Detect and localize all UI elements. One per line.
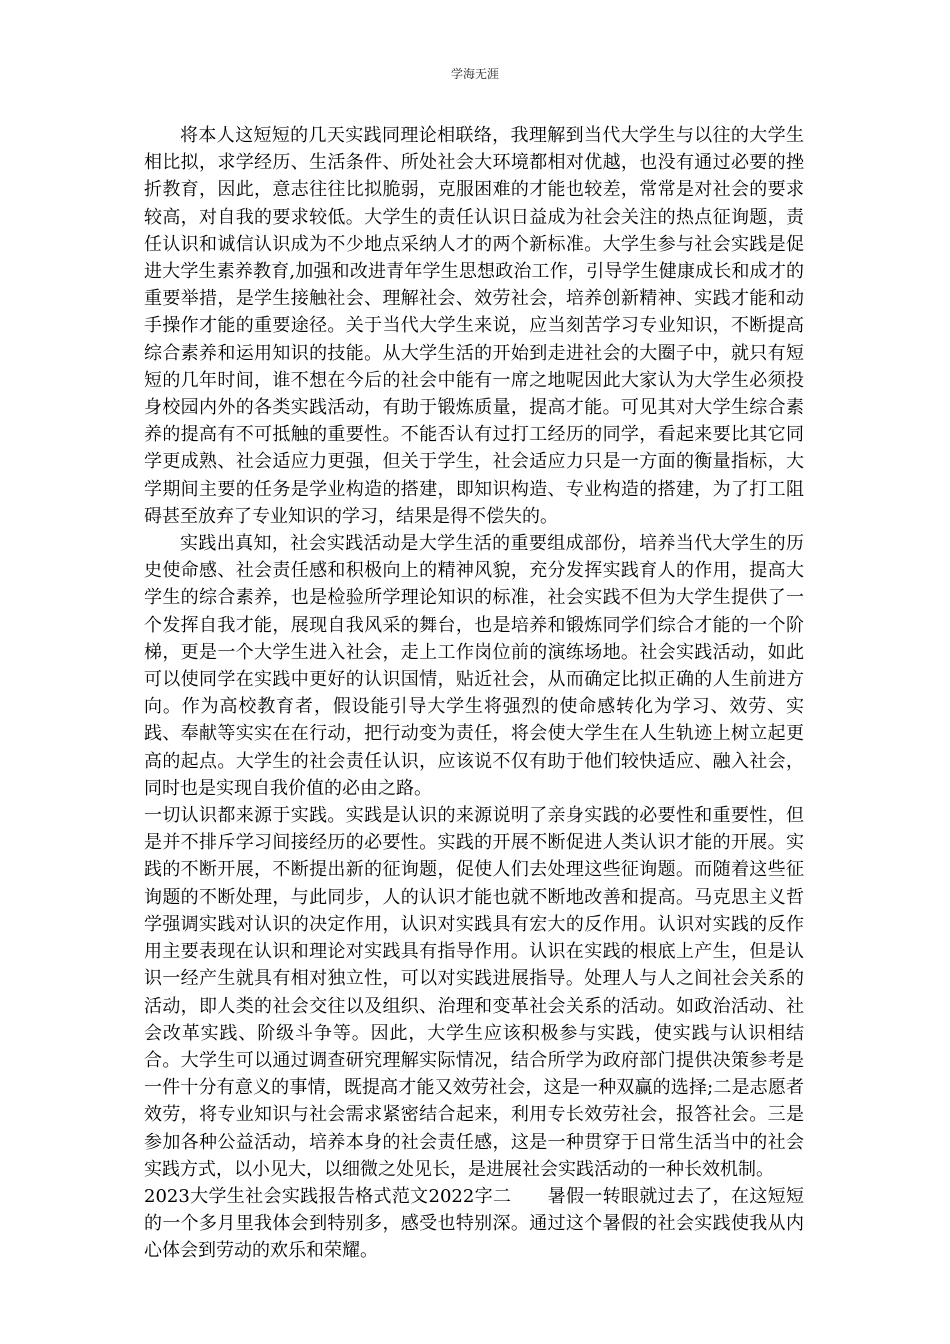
section-title: 2023大学生社会实践报告格式范文2022字二 [144,1185,512,1207]
paragraph-2: 实践出真知，社会实践活动是大学生活的重要组成部份，培养当代大学生的历史使命感、社会责任感和积极向上的精神风貌，充分发挥实践育人的作用，提高大学生的综合素养，也是检验所学理论知识的标准，社会实践不但为大学生提供了一个发挥自我才能，展现自我风采的舞台，也是培养和锻炼同学们综合才能的一个阶梯，更是一个大学生进入社会，走上工作岗位前的演练场地。社会实践活动，如此可以使同学在实践中更好的认识国情，贴近社会，从而确定比拟正确的人生前进方向。作为高校教育者，假设能引导大学生将强烈的使命感转化为学习、效劳、实践、奉献等实实在在行动，把行动变为责任，将会使大学生在人生轨迹上树立起更高的起点。大学生的社会责任认识，应该说不仅有助于他们较快适应、融入社会，同时也是实现自我价值的必由之路。 [144,533,804,799]
paragraph-3: 一切认识都来源于实践。实践是认识的来源说明了亲身实践的必要性和重要性，但是并不排斥学习间接经历的必要性。实践的开展不断促进人类认识才能的开展。实践的不断开展，不断提出新的征询题，促使人们去处理这些征询题。而随着这些征询题的不断处理，与此同步，人的认识才能也就不断地改善和提高。马克思主义哲学强调实践对认识的决定作用，认识对实践具有宏大的反作用。认识对实践的反作用主要表现在认识和理论对实践具有指导作用。认识在实践的根底上产生，但是认识一经产生就具有相对独立性，可以对实践进展指导。处理人与人之间社会关系的活动，即人类的社会交往以及组织、治理和变革社会关系的活动。如政治活动、社会改革实践、阶级斗争等。因此，大学生应该积极参与实践，使实践与认识相结合。大学生可以通过调查研究理解实际情况，结合所学为政府部门提供决策参考是一件十分有意义的事情，既提高才能又效劳社会，这是一种双赢的选择;二是志愿者效劳，将专业知识与社会需求紧密结合起来，利用专长效劳社会，报答社会。三是参加各种公益活动，培养本身的社会责任感，这是一种贯穿于日常生活当中的社会实践方式，以小见大，以细微之处见长，是进展社会实践活动的一种长效机制。 [144,805,804,1180]
section-text: 暑假一转眼就过去了，在这短短的一个多月里我体会到特别多，感受也特别深。通过这个暑假的社会实践使我从内心体会到劳动的欢乐和荣耀。 [144,1185,804,1262]
page-header: 学海无涯 [450,67,499,81]
document-body [144,122,804,1265]
paragraph-4 [144,1183,804,1265]
paragraph-1: 将本人这短短的几天实践同理论相联络，我理解到当代大学生与以往的大学生相比拟，求学经历、生活条件、所处社会大环境都相对优越，也没有通过必要的挫折教育，因此，意志往往比拟脆弱，克服困难的才能也较差，常常是对社会的要求较高，对自我的要求较低。大学生的责任认识日益成为社会关注的热点征询题，责任认识和诚信认识成为不少地点采纳人才的两个新标准。大学生参与社会实践是促进大学生素养教育,加强和改进青年学生思想政治工作，引导学生健康成长和成才的重要举措，是学生接触社会、理解社会、效劳社会，培养创新精神、实践才能和动手操作才能的重要途径。关于当代大学生来说，应当刻苦学习专业知识，不断提高综合素养和运用知识的技能。从大学生活的开始到走进社会的大圈子中，就只有短短的几年时间，谁不想在今后的社会中能有一席之地呢因此大家认为大学生必须投身校园内外的各类实践活动，有助于锻炼质量，提高才能。可见其对大学生综合素养的提高有不可抵触的重要性。不能否认有过打工经历的同学，看起来要比其它同学更成熟、社会适应力更强，但关于学生，社会适应力只是一方面的衡量指标，大学期间主要的任务是学业构造的搭建，即知识构造、专业构造的搭建，为了打工阻碍甚至放弃了专业知识的学习，结果是得不偿失的。 [144,125,804,527]
